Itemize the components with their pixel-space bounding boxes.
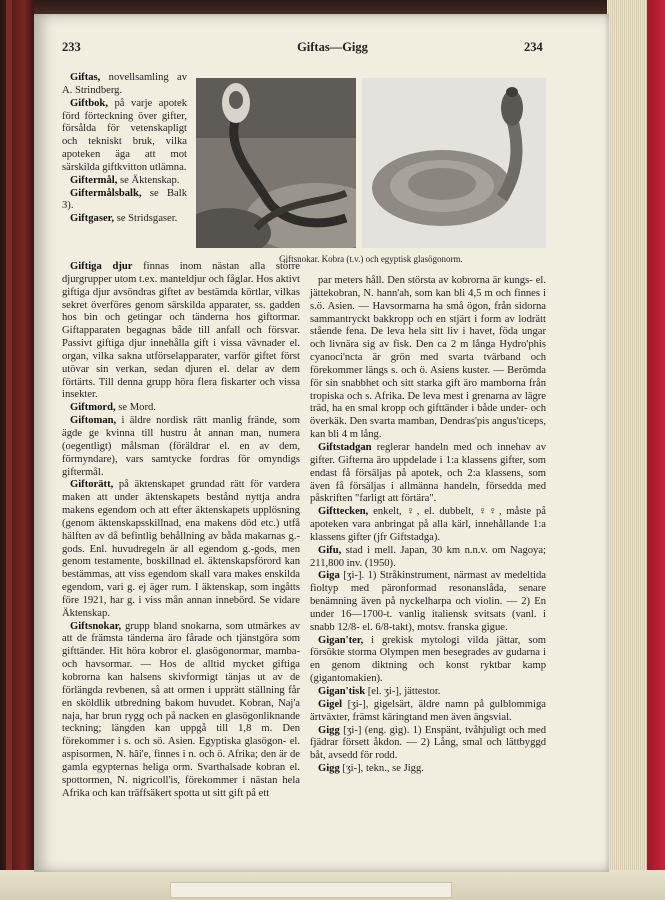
entry-headword: Giga <box>318 570 340 582</box>
entry-headword: Giftgaser, <box>70 213 115 225</box>
dictionary-entry <box>310 570 546 634</box>
dictionary-entry <box>310 275 546 442</box>
entry-headword: Giftmord, <box>70 402 116 414</box>
dictionary-entry <box>62 213 187 226</box>
dictionary-entry <box>62 188 187 214</box>
dictionary-entry <box>310 442 546 506</box>
entry-text: grupp bland snokarna, som utmärkes av att de främsta tänderna äro fårade och tjänstgöra som gifttänder. Hit höra kobror el. glasögonormar, mamba- och havsormar. — Hos de alltid mycket giftiga kobrorna kan halsens skivformigt tänjas ut av de förlängda revbenen, så att ormen i upprätt ställning får en sköldlik utbredning bakom huvudet. Kobran, Naj'a naja, har brun rygg och på nacken en glasögonliknande teckning; längden kan uppgå till 1,8 m. Den förekommer i s. och sö. Asien. Egyptiska glasögon- el. aspisormen, N. hâi'e, finnes i n. och ö. Afrika; den är de gamla egypternas heliga orm. Svarthalsade kobran el. spottormen, N. nigricoll'is, förekommer i nästan hela Afrika och kan träffsäkert spotta ut sitt gift på ett <box>62 620 300 799</box>
left-column <box>62 261 300 800</box>
entry-text: se Mord. <box>115 402 156 414</box>
entry-headword: Giftstadgan <box>318 441 372 453</box>
dictionary-entry <box>62 175 187 188</box>
entry-headword: Gigg <box>318 763 340 775</box>
dictionary-entry <box>62 479 300 620</box>
dictionary-entry <box>310 506 546 545</box>
entry-text: novellsamling av A. Strindberg. <box>62 72 187 96</box>
dictionary-entry <box>62 98 187 175</box>
entry-text: par meters håll. Den största av kobrorna är kungs- el. jättekobran, N. hann'ah, som kan bli 4,5 m och finnes i s.ö. Asien. — Havsormarna ha små ögon, från sidorna sammantryckt bakkropp och en stjärt i form av lodrätt stående fena. De leva hela sitt liv i havet, föda ungar och livnära sig av fisk. Den ca 2 m långa Hydro'phis cyanoci'ncta är grön med svarta tvärband och förekommer längs s. och ö. Asiens kuster. — Berömda för sin snabbhet och sitt starka gift äro mamborna från tropiska och s. Afrika. De leva mest i grenarna av lägre träd, ha en smal kropp och gifttänder i både under- och överkäk. Den svarta mamban, Dendras'pis angus'ticeps, kan bli 4 m lång. <box>310 275 546 441</box>
dictionary-entry <box>62 72 187 98</box>
entry-text: i äldre nordisk rätt manlig frände, som ägde ge kvinna till hustru åt annan man, numera (oegentligt) målsman (föräldrar el. en av dem, förmyndare), vars samtycke fordras för omyndigs giftermål. <box>62 415 300 478</box>
entry-headword: Giftsnokar, <box>70 620 122 632</box>
dictionary-entry <box>310 635 546 686</box>
entry-text: [ʒi-]. 1) Stråkinstrument, närmast av medeltida fioltyp med päronformad resonanslåda, senare benämning även på nyckelharpa och violin. — 2) En under 16—1700-t. vanlig italiensk svitsats (vanl. i snabb 12/8- el. 6/8-takt), motsv. franska gigue. <box>310 570 546 633</box>
book-spine-left <box>0 0 34 900</box>
entry-headword: Giftorätt, <box>70 479 114 491</box>
snake-figure <box>196 78 546 268</box>
entry-headword: Gifu, <box>318 544 342 556</box>
figure-caption: Giftsnokar. Kobra (t.v.) och egyptisk glasögonorm. <box>279 254 463 264</box>
egyptian-cobra-photo <box>362 78 546 248</box>
spine-stripe <box>6 0 12 900</box>
entry-headword: Giftermål, <box>70 174 118 186</box>
entry-text: [ʒi-] (eng. gig). 1) Enspänt, tvåhjuligt och med fjädrar försett åkdon. — 2) Lång, smal och lättbyggd båt, avsedd för rodd. <box>310 724 546 762</box>
cobra-photo <box>196 78 356 248</box>
dictionary-entry <box>62 415 300 479</box>
entry-text: finnas inom nästan alla större djurgrupper utom t.ex. manteldjur och fåglar. Hos aktivt giftiga djur avsöndras giftet av bestämda körtlar, vilkas sekret överföres genom särskilda apparater, ss. gadden hos bin och getingar och tänderna hos giftormar. Giftapparaten begagnas både till anfall och försvar. Passivt giftiga djur innehålla gift i vissa vävnader el. organ, vilka sakna utförselapparater, varför giftet först utövar sin verkan, sedan djuren el. delar av dem förtärts. Till denna grupp höra flera fiskarter och vissa insekter. <box>62 261 300 401</box>
right-column <box>310 275 546 776</box>
dictionary-entry <box>310 686 546 699</box>
left-column-top <box>62 72 187 226</box>
entry-headword: Gifttecken, <box>318 506 369 518</box>
book-bottom-edge <box>0 870 665 900</box>
page-edge-lines <box>607 0 647 900</box>
book-page-edges <box>607 0 665 900</box>
dictionary-entry <box>310 725 546 764</box>
entry-text: i grekisk mytologi vilda jättar, som försökte storma Olympen men besegrades av gudarna i en genom diktning och konst ryktbar kamp (gigantomakien). <box>310 634 546 685</box>
entry-headword: Gigel <box>318 698 343 710</box>
entry-headword: Giftbok, <box>70 97 108 109</box>
entry-headword: Gigan'ter, <box>318 634 364 646</box>
bottom-label-strip <box>170 882 452 898</box>
dictionary-entry <box>310 699 546 725</box>
entry-text: enkelt, ♀, el. dubbelt, ♀♀, måste på apoteken vara anbringat på alla kärl, innehållande 1:a klassens gifter (jfr Giftstadga). <box>310 506 546 543</box>
entry-headword: Giftiga djur <box>70 261 133 272</box>
entry-headword: Giftas, <box>70 72 101 83</box>
entry-headword: Giftermålsbalk, <box>70 187 142 199</box>
page-number-left: 233 <box>62 40 81 54</box>
entry-text: reglerar handeln med och innehav av gifter. Gifterna äro uppdelade i 1:a klassens gifter, som endast få försäljas på apotek, och 2:a klassens, som även få försäljas i allmänna handeln, försedda med påskriften "farligt att förtära". <box>310 441 546 505</box>
entry-text: [ʒi-], gigelsärt, äldre namn på gulblommiga ärtväxter, främst käringtand men även ängsvial. <box>310 698 546 723</box>
entry-text: se Äktenskap. <box>117 174 180 186</box>
entry-text: se Balk 3). <box>62 187 187 212</box>
dictionary-entry <box>310 545 546 571</box>
entry-text: på varje apotek förd förteckning över gifter, försålda för vetenskapligt och tekniskt bruk, vilka apoteken äga att mot särskilda giftkvitton utlämna. <box>62 97 187 173</box>
entry-headword: Giftoman, <box>70 415 117 427</box>
dictionary-entry <box>310 763 546 776</box>
entry-text: stad i mell. Japan, 30 km n.n.v. om Nagoya; 211,800 inv. (1950). <box>310 544 546 569</box>
entry-text: på äktenskapet grundad rätt för vardera maken att under äktenskapets bestånd nyttja andra makens egendom och att efter äktenskapets upplösning (genom äktenskapsskillnad, ena makens död etc.) utfå hälften av då befintlig behållning av båda makarnas g.-gods. Enl. huvudregeln är all egendom g.-gods, men genom testamente, boskillnad el. äktenskapsförord kan bestämmas, att viss egendom skall vara makes enskilda egendom, vari g. ej äger rum. I äktenskap, som ingåtts före 1921, har g. i viss mån annan innebörd. Se vidare Äktenskap. <box>62 479 300 619</box>
page-number-right: 234 <box>524 40 543 54</box>
dictionary-entry <box>62 402 300 415</box>
dictionary-entry <box>62 261 300 402</box>
entry-text: [el. ʒi-], jättestor. <box>365 686 441 697</box>
dictionary-entry <box>62 621 300 801</box>
entry-text: [ʒi-], tekn., se Jigg. <box>339 763 424 775</box>
entry-headword: Gigg <box>318 724 340 736</box>
entry-headword: Gigan'tisk <box>318 686 366 697</box>
page-title: Giftas—Gigg <box>297 40 368 54</box>
entry-text: se Stridsgaser. <box>114 213 178 225</box>
